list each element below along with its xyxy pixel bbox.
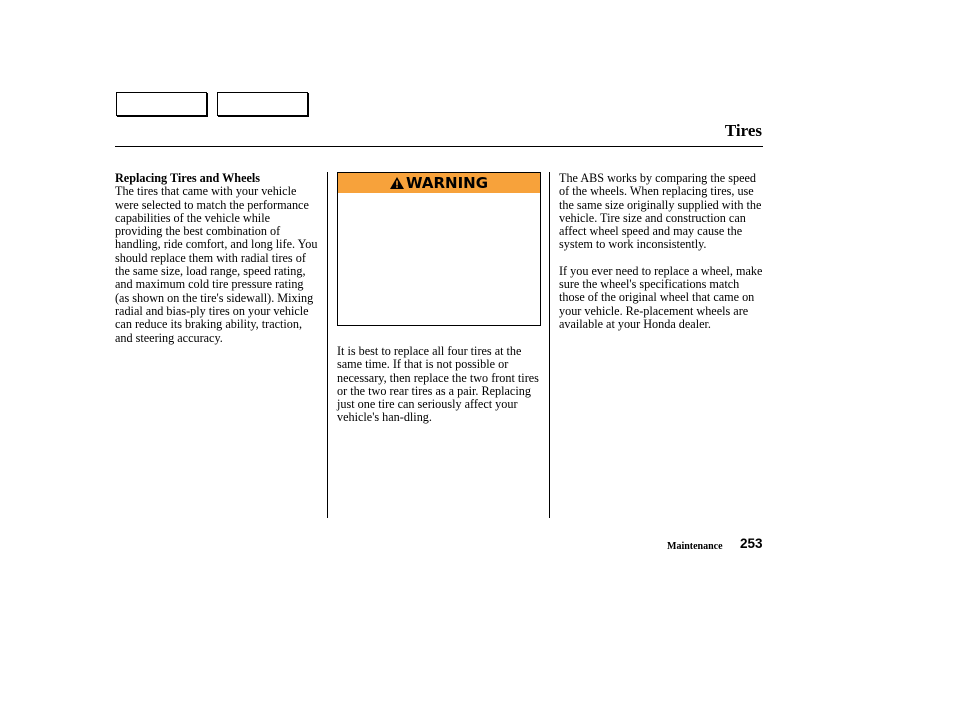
warning-box bbox=[337, 172, 541, 326]
section-heading: Replacing Tires and Wheels bbox=[115, 171, 261, 185]
column-2-body: It is best to replace all four tires at the same time. If that is not possible or necessary, then replace the two front tires or the two rear tires as a pair. Replacing just one tire can seriously affect your vehicle's han-dling. bbox=[337, 344, 539, 425]
column-3-para-2: If you ever need to replace a wheel, make sure the wheel's specifications match those of the original wheel that came on your vehicle. Re-placement wheels are available at your Honda dealer. bbox=[559, 263, 763, 331]
warning-triangle-icon bbox=[390, 177, 404, 189]
page-number: 253 bbox=[740, 536, 763, 551]
warning-label: WARNING bbox=[405, 174, 489, 192]
column-divider-1 bbox=[327, 172, 328, 518]
footer-section-label: Maintenance bbox=[667, 541, 723, 552]
column-1-body: The tires that came with your vehicle were selected to match the performance capabilities of the vehicle while providing the best combination of handling, ride comfort, and long life. You should replace them with radial tires of the same size, load range, speed rating, and maximum cold tire pressure rating (as shown on the tire's sidewall). Mixing radial and bias-ply tires on your vehicle can reduce its braking ability, traction, and steering accuracy. bbox=[115, 184, 318, 345]
paragraph-spacer bbox=[559, 252, 764, 265]
warning-bar bbox=[338, 173, 540, 193]
column-3 bbox=[559, 172, 764, 331]
column-3-para-1: The ABS works by comparing the speed of the wheels. When replacing tires, use the same size originally supplied with the vehicle. Tire size and construction can affect wheel speed and may cause the system to work inconsistently. bbox=[559, 171, 762, 252]
page-title: Tires bbox=[724, 121, 762, 140]
title-divider bbox=[115, 146, 763, 147]
nav-button-2[interactable] bbox=[217, 92, 308, 116]
column-divider-2 bbox=[549, 172, 550, 518]
nav-button-1[interactable] bbox=[116, 92, 207, 116]
column-1 bbox=[115, 172, 320, 345]
